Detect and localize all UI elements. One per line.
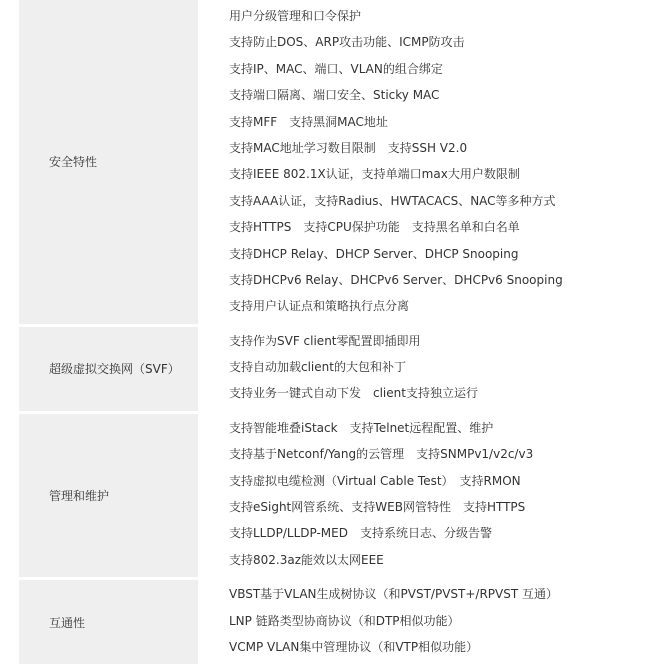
feature-item: 支持802.3az能效以太网EEE [229,552,384,567]
feature-item: 支持用户认证点和策略执行点分离 [229,299,410,314]
feature-item: 支持MAC地址学习数目限制 支持SSH V2.0 [229,140,468,155]
spec-row-svf [19,327,619,411]
feature-item: VBST基于VLAN生成树协议（和PVST/PVST+/RPVST 互通） [229,587,559,602]
spec-table [19,0,619,667]
feature-list [201,0,619,324]
feature-item: 支持端口隔离、端口安全、Sticky MAC [229,88,440,103]
feature-item: 支持IP、MAC、端口、VLAN的组合绑定 [229,61,443,76]
category-cell: 超级虚拟交换网（SVF） [19,327,198,411]
feature-item: 支持IEEE 802.1X认证，支持单端口max大用户数限制 [229,167,520,182]
feature-item: LNP 链路类型协商协议（和DTP相似功能） [229,613,460,628]
spec-row-management [19,414,619,577]
feature-item: 用户分级管理和口令保护 [229,9,362,23]
category-cell: 管理和维护 [19,414,198,577]
feature-item: 支持LLDP/LLDP-MED 支持系统日志、分级告警 [229,526,492,541]
feature-item: 支持DHCP Relay、DHCP Server、DHCP Snooping [229,246,519,261]
feature-item: 支持MFF 支持黑洞MAC地址 [229,114,388,129]
feature-item: 支持自动加载client的大包和补丁 [229,360,406,375]
feature-item: 支持HTTPS 支持CPU保护功能 支持黑名单和白名单 [229,220,520,235]
feature-list [201,580,619,664]
category-cell: 互通性 [19,580,198,664]
feature-item: 支持DHCPv6 Relay、DHCPv6 Server、DHCPv6 Snooping [229,272,563,287]
feature-list [201,327,619,411]
feature-item: 支持虚拟电缆检测（Virtual Cable Test） 支持RMON [229,473,521,488]
feature-item: 支持AAA认证，支持Radius、HWTACACS、NAC等多种方式 [229,193,556,208]
feature-item: 支持业务一键式自动下发 client支持独立运行 [229,386,478,401]
feature-item: 支持智能堆叠iStack 支持Telnet远程配置、维护 [229,420,494,435]
feature-item: 支持防止DOS、ARP攻击功能、ICMP防攻击 [229,35,465,50]
feature-item: 支持作为SVF client零配置即插即用 [229,333,421,348]
category-cell: 安全特性 [19,0,198,324]
feature-item: 支持eSight网管系统、支持WEB网管特性 支持HTTPS [229,500,526,515]
feature-item: 支持基于Netconf/Yang的云管理 支持SNMPv1/v2c/v3 [229,447,534,462]
spec-row-security [19,0,619,324]
spec-row-interoperability [19,580,619,664]
feature-item: VCMP VLAN集中管理协议（和VTP相似功能） [229,639,479,654]
feature-list [201,414,619,577]
